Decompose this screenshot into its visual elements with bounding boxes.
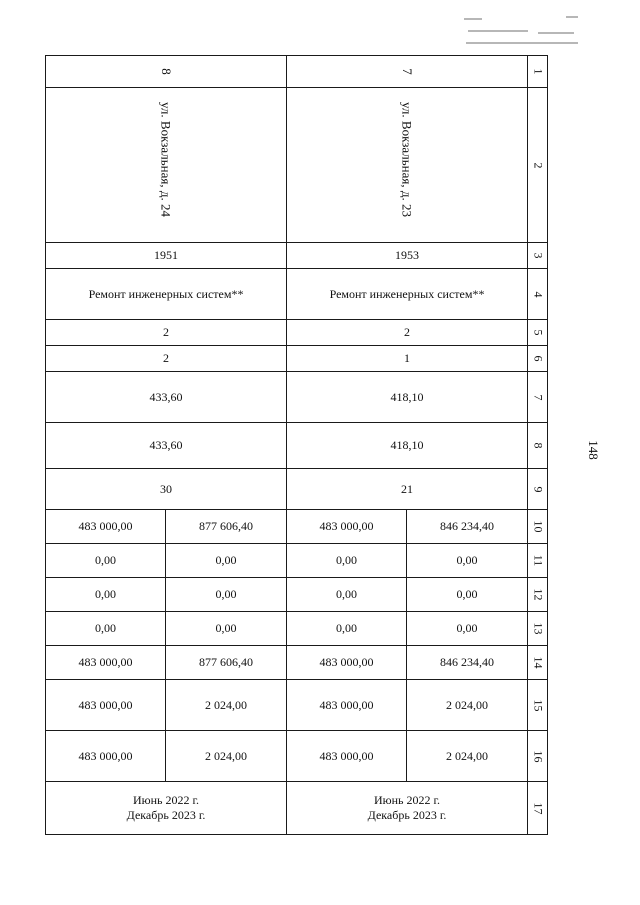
- table-cell: 483 000,00: [287, 510, 407, 544]
- table-cell: 0,00: [166, 578, 287, 612]
- table-cell: 2: [46, 346, 287, 372]
- period-start: Июнь 2022 г.: [132, 793, 200, 807]
- row-number: 5: [528, 320, 548, 346]
- work-type-cell: Ремонт инженерных систем**: [46, 269, 287, 320]
- table-cell: 0,00: [407, 612, 528, 646]
- table-cell: 2 024,00: [407, 680, 528, 731]
- faded-stamp-mark: [462, 14, 582, 54]
- table-row: [46, 731, 548, 782]
- row-number: 8: [528, 423, 548, 469]
- table-row: [46, 423, 548, 469]
- year-cell: 1953: [287, 243, 528, 269]
- row-number: 14: [528, 646, 548, 680]
- row-number: 10: [528, 510, 548, 544]
- address-cell: [46, 88, 287, 243]
- table-row: [46, 269, 548, 320]
- period-start: Июнь 2022 г.: [373, 793, 441, 807]
- table-cell: 2 024,00: [407, 731, 528, 782]
- table-cell: 30: [46, 469, 287, 510]
- period-end: Декабрь 2023 г.: [126, 808, 206, 822]
- table-cell: 483 000,00: [46, 510, 166, 544]
- work-type-cell: Ремонт инженерных систем**: [287, 269, 528, 320]
- table-cell: 418,10: [287, 372, 528, 423]
- table-cell: 846 234,40: [407, 646, 528, 680]
- row-number: 7: [528, 372, 548, 423]
- table-row: [46, 346, 548, 372]
- table-cell: 0,00: [46, 612, 166, 646]
- row-number: 15: [528, 680, 548, 731]
- table-cell: 2 024,00: [166, 680, 287, 731]
- row-number: 6: [528, 346, 548, 372]
- table-row: [46, 469, 548, 510]
- table-cell: 1: [287, 346, 528, 372]
- year-cell: 1951: [46, 243, 287, 269]
- table-cell: 0,00: [46, 578, 166, 612]
- table-cell: 0,00: [287, 578, 407, 612]
- table-cell: 2: [287, 320, 528, 346]
- row-number: 17: [528, 782, 548, 835]
- row-number: 3: [528, 243, 548, 269]
- period-cell: [287, 782, 528, 835]
- table-cell: 418,10: [287, 423, 528, 469]
- row-number: 16: [528, 731, 548, 782]
- row-number: 9: [528, 469, 548, 510]
- document-table: [45, 55, 548, 835]
- row-number: 13: [528, 612, 548, 646]
- table-row: [46, 372, 548, 423]
- table-row: [46, 544, 548, 578]
- row-number: 11: [528, 544, 548, 578]
- table-cell: 483 000,00: [46, 646, 166, 680]
- table-cell: 483 000,00: [287, 731, 407, 782]
- table-cell: 0,00: [287, 544, 407, 578]
- column-number-cell: 7: [287, 56, 528, 88]
- table-cell: 483 000,00: [46, 680, 166, 731]
- table-cell: 0,00: [166, 544, 287, 578]
- address-cell: [287, 88, 528, 243]
- table-row: [46, 578, 548, 612]
- table-cell: 846 234,40: [407, 510, 528, 544]
- table-row: [46, 680, 548, 731]
- page-number: 148: [586, 440, 601, 460]
- table-row: [46, 56, 548, 88]
- address-text: ул. Вокзальная, д. 23: [399, 102, 415, 217]
- table-cell: 2 024,00: [166, 731, 287, 782]
- table-cell: 0,00: [407, 544, 528, 578]
- table-row: [46, 782, 548, 835]
- table-cell: 0,00: [287, 612, 407, 646]
- period-end: Декабрь 2023 г.: [367, 808, 447, 822]
- row-number: 12: [528, 578, 548, 612]
- table-cell: 483 000,00: [46, 731, 166, 782]
- address-text: ул. Вокзальная, д. 24: [158, 102, 174, 217]
- column-number-cell: 8: [46, 56, 287, 88]
- table-row: [46, 646, 548, 680]
- table-cell: 0,00: [46, 544, 166, 578]
- row-number: 2: [528, 88, 548, 243]
- table-cell: 877 606,40: [166, 646, 287, 680]
- table-cell: 483 000,00: [287, 680, 407, 731]
- table-row: [46, 510, 548, 544]
- table-cell: 433,60: [46, 423, 287, 469]
- table-cell: 433,60: [46, 372, 287, 423]
- period-cell: [46, 782, 287, 835]
- table-cell: 877 606,40: [166, 510, 287, 544]
- table-row: [46, 243, 548, 269]
- table-cell: 2: [46, 320, 287, 346]
- row-number: 1: [528, 56, 548, 88]
- table-cell: 0,00: [407, 578, 528, 612]
- table-cell: 483 000,00: [287, 646, 407, 680]
- table-row: [46, 320, 548, 346]
- row-number: 4: [528, 269, 548, 320]
- table-row: [46, 612, 548, 646]
- table-cell: 0,00: [166, 612, 287, 646]
- table-row: [46, 88, 548, 243]
- table-cell: 21: [287, 469, 528, 510]
